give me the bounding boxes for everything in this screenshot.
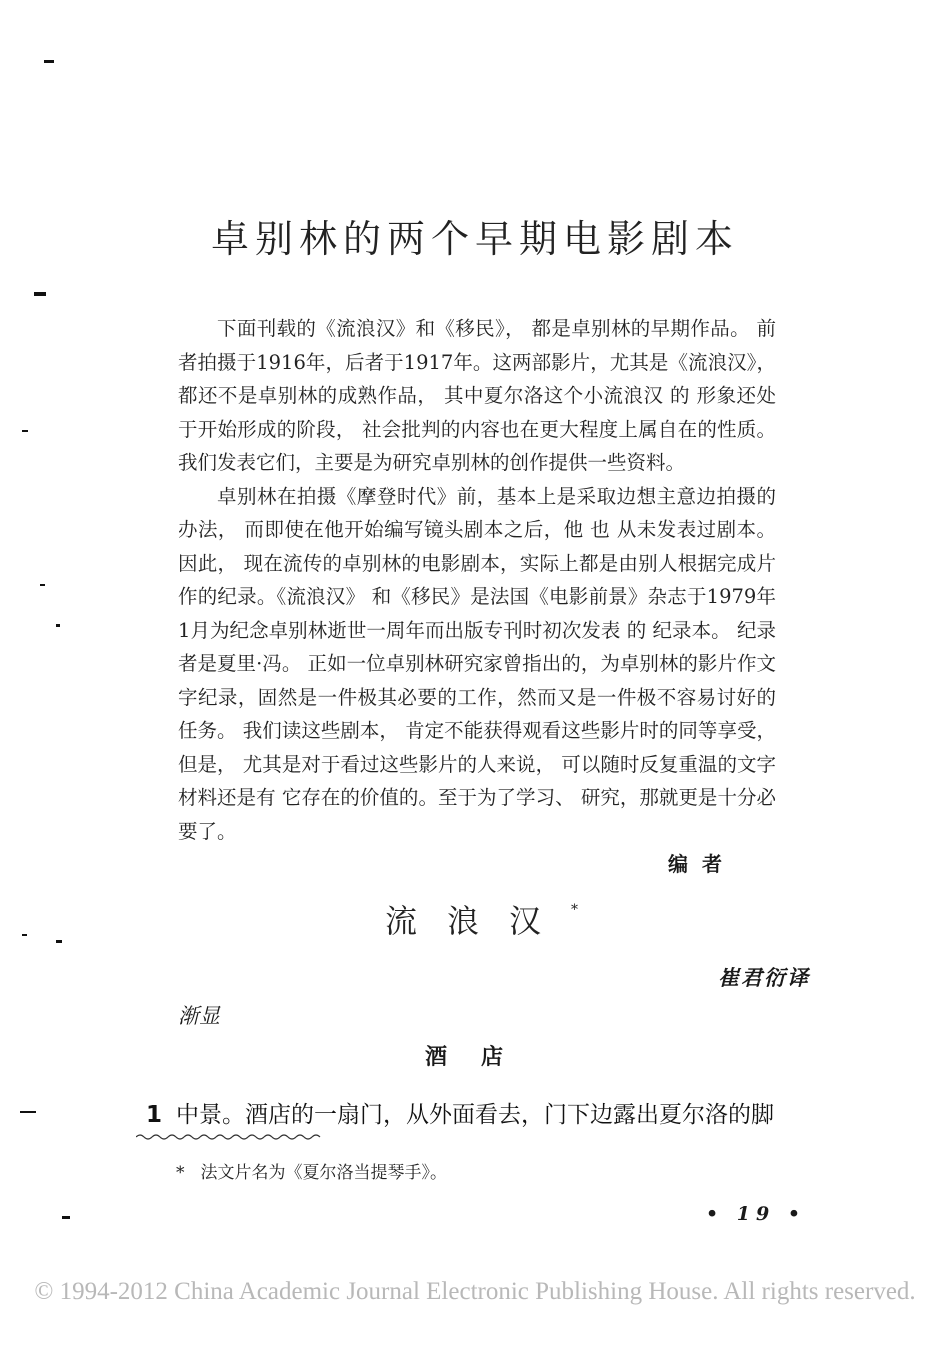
scan-speck xyxy=(56,940,62,943)
scan-speck xyxy=(40,584,45,586)
scan-speck xyxy=(20,1111,36,1113)
scan-speck xyxy=(22,934,27,936)
play-title-text: 流浪汉 xyxy=(385,902,572,940)
copyright-notice: © 1994-2012 China Academic Journal Electronic Publishing House. All rights reserved. xyxy=(34,1278,916,1305)
intro-paragraph-2: 卓别林在拍摄《摩登时代》前，基本上是采取边想主意边拍摄的办法， 而即使在他开始编写镜头剧本之后，他 也 从未发表过剧本。 因此， 现在流传的卓别林的电影剧本，实际上都是由别人根据完成片作的纪录。《流浪汉》 和《移民》是法国《电影前景》杂志于1979年1月为纪念卓别林逝世一周年而出版专刊时初次发表 的 纪录本。 纪录者是夏里·冯。 正如一位卓别林研究家曾指出的，为卓别林的影片作文字纪录，固然是一件极其必要的工作，然而又是一件极不容易讨好的任务。 我们读这些剧本， 肯定不能获得观看这些影片时的同等享受， 但是， 尤其是对于看过这些影片的人来说， 可以随时反复重温的文字材料还是有 它存在的价值的。至于为了学习、 研究，那就更是十分必要了。 xyxy=(178,484,776,843)
opening-direction: 渐显 xyxy=(178,1004,220,1028)
scan-speck xyxy=(56,624,60,627)
footnote-wavy-rule xyxy=(136,1132,326,1142)
shot-number: 1 xyxy=(146,1102,163,1128)
scan-speck xyxy=(62,1216,70,1219)
article-title: 卓别林的两个早期电影剧本 xyxy=(210,217,739,261)
scan-speck xyxy=(34,292,46,296)
footnote-text: 法文片名为《夏尔洛当提琴手》。 xyxy=(200,1163,447,1183)
shot-line xyxy=(146,1096,826,1129)
play-title-footnote-mark: * xyxy=(571,902,579,919)
editor-signature: 编者 xyxy=(668,852,736,876)
translator-credit: 崔君衍译 xyxy=(718,965,810,990)
scan-speck xyxy=(22,430,28,432)
intro-paragraph-1: 下面刊载的《流浪汉》和《移民》， 都是卓别林的早期作品。 前者拍摄于1916年，后者于1917年。这两部影片，尤其是《流浪汉》，都还不是卓别林的成熟作品， 其中夏尔洛这个小流浪汉 的 形象还处于开始形成的阶段， 社会批判的内容也在更大程度上属自在的性质。我们发表它们，主要是为研究卓别林的创作提供一些资料。 xyxy=(178,317,776,474)
page-number: • 19 • xyxy=(706,1203,806,1225)
footnote-mark: * xyxy=(176,1163,185,1183)
intro-text xyxy=(178,312,776,848)
scan-speck xyxy=(44,60,54,63)
footnote xyxy=(176,1158,447,1183)
play-title xyxy=(385,896,578,942)
scene-heading: 酒店 xyxy=(425,1044,538,1070)
shot-description: 中景。酒店的一扇门，从外面看去，门下边露出夏尔洛的脚 xyxy=(176,1102,775,1128)
